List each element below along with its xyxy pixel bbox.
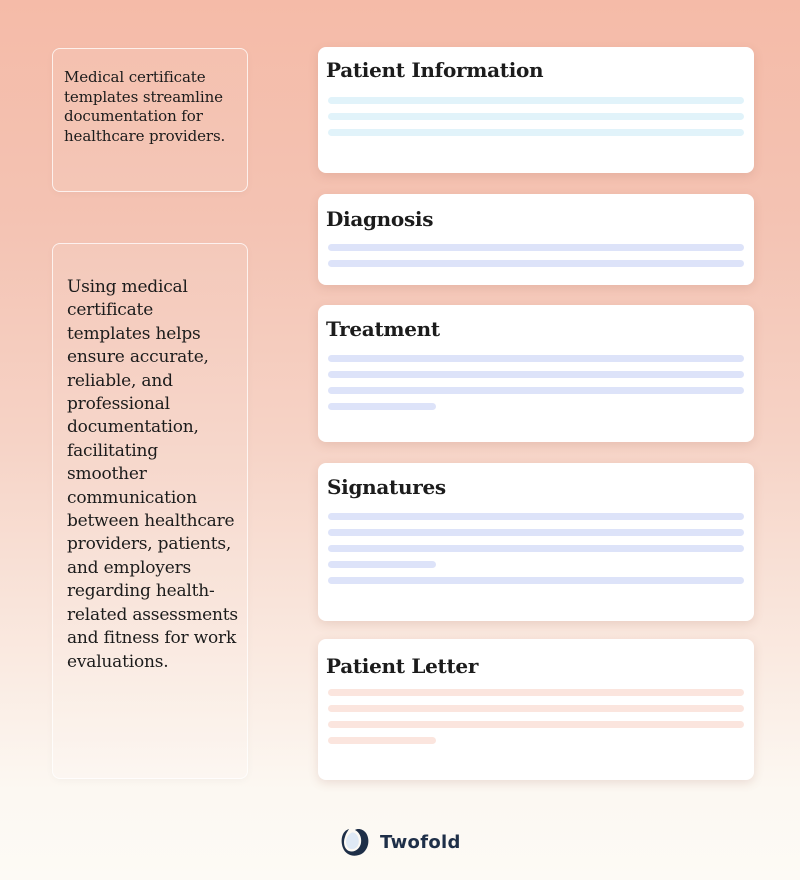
placeholder-line [328, 513, 744, 520]
treatment-title: Treatment [326, 317, 440, 341]
placeholder-line [328, 705, 744, 712]
patient-letter-card [318, 639, 754, 780]
placeholder-line [328, 721, 744, 728]
placeholder-line [328, 260, 744, 267]
intro-text-box [52, 48, 248, 192]
placeholder-line [328, 97, 744, 104]
diagnosis-title: Diagnosis [326, 207, 434, 231]
placeholder-line [328, 529, 744, 536]
brand-name: Twofold [380, 831, 461, 853]
placeholder-line [328, 113, 744, 120]
intro-text: Medical certificate templates streamline documentation for healthcare providers. [64, 68, 226, 145]
placeholder-line [328, 244, 744, 251]
placeholder-line [328, 129, 744, 136]
twofold-logo-icon [339, 826, 371, 858]
signatures-title: Signatures [327, 475, 446, 499]
placeholder-line [328, 403, 436, 410]
detail-text-box [52, 243, 248, 779]
placeholder-line [328, 689, 744, 696]
diagnosis-card [318, 194, 754, 285]
placeholder-line [328, 355, 744, 362]
placeholder-line [328, 371, 744, 378]
placeholder-line [328, 577, 744, 584]
signatures-card [318, 463, 754, 621]
treatment-card [318, 305, 754, 442]
placeholder-line [328, 737, 436, 744]
patient-information-title: Patient Information [326, 58, 544, 82]
detail-text: Using medical certificate templates helps ensure accurate, reliable, and professional documentation, facilitating smoother communication between healthcare providers, patients, and employers regarding health-related assessments and fitness for work evaluations. [67, 277, 238, 672]
placeholder-line [328, 387, 744, 394]
placeholder-line [328, 561, 436, 568]
patient-letter-title: Patient Letter [326, 654, 479, 678]
placeholder-line [328, 545, 744, 552]
patient-information-card [318, 47, 754, 173]
brand [339, 826, 461, 858]
